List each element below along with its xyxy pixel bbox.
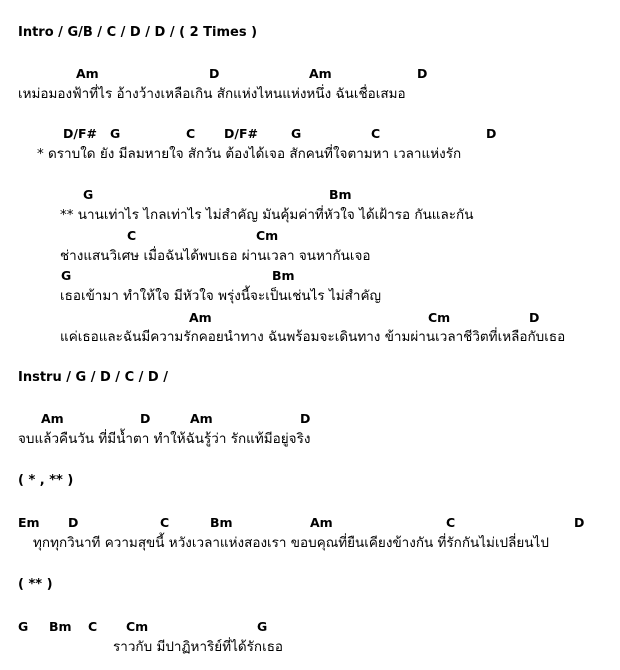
instru-line: Instru / G / D / C / D / — [18, 370, 168, 385]
chord: Am — [41, 411, 64, 426]
chord: D — [486, 126, 497, 141]
lyric-line: ราวกับ มีปาฏิหาริย์ที่ได้รักเธอ — [113, 639, 284, 655]
chord: Cm — [126, 619, 149, 634]
chord: Em — [18, 515, 40, 530]
chord: D — [529, 310, 540, 325]
chord: Bm — [272, 268, 295, 283]
chord: D — [300, 411, 311, 426]
chord: Cm — [256, 228, 279, 243]
lyric-line: ช่างแสนวิเศษ เมื่อฉันได้พบเธอ ผ่านเวลา จนหากันเจอ — [60, 248, 371, 264]
chord: C — [446, 515, 456, 530]
chord: G — [257, 619, 268, 634]
lyric-line: ทุกทุกวินาที ความสุขนี้ หวังเวลาแห่งสองเรา ขอบคุณที่ยืนเคียงข้างกัน ที่รักกันไม่เปลี่ยนไป — [33, 535, 549, 551]
lyric-line: ** นานเท่าไร ไกลเท่าไร ไม่สำคัญ มันคุ้มค่าที่หัวใจ ได้เฝ้ารอ กันและกัน — [60, 207, 474, 223]
lyric-line: เหม่อมองฟ้าที่ไร อ้างว้างเหลือเกิน สักแห่งไหนแห่งหนึ่ง ฉันเชื่อเสมอ — [18, 86, 406, 102]
chord: Am — [309, 66, 332, 81]
chord: C — [186, 126, 196, 141]
intro-line: Intro / G/B / C / D / D / ( 2 Times ) — [18, 25, 258, 40]
chord: Cm — [428, 310, 451, 325]
chord: G — [61, 268, 72, 283]
chord: G — [291, 126, 302, 141]
chord: G — [18, 619, 29, 634]
chord: D — [68, 515, 79, 530]
chord: Am — [76, 66, 99, 81]
chord: C — [88, 619, 98, 634]
chord: Am — [190, 411, 213, 426]
chord: Am — [189, 310, 212, 325]
chord: D — [417, 66, 428, 81]
chord: C — [160, 515, 170, 530]
repeat-marker: ( ** ) — [18, 577, 53, 592]
lyric-line: จบแล้วคืนวัน ที่มีน้ำตา ทำให้ฉันรู้ว่า รักแท้มีอยู่จริง — [18, 431, 311, 447]
repeat-marker: ( * , ** ) — [18, 473, 74, 488]
chord: D — [140, 411, 151, 426]
chord: D/F# — [63, 126, 97, 141]
chord: C — [371, 126, 381, 141]
chord: Bm — [210, 515, 233, 530]
chord: Am — [310, 515, 333, 530]
chord: D — [574, 515, 585, 530]
lyric-line: เธอเข้ามา ทำให้ใจ มีหัวใจ พรุ่งนี้จะเป็นเช่นไร ไม่สำคัญ — [60, 288, 382, 304]
chord: D — [209, 66, 220, 81]
lyric-line: * ดราบใด ยัง มีลมหายใจ สักวัน ต้องได้เจอ สักคนที่ใจตามหา เวลาแห่งรัก — [37, 146, 462, 162]
chord: D/F# — [224, 126, 258, 141]
chord: Bm — [49, 619, 72, 634]
chord: G — [110, 126, 121, 141]
chord: Bm — [329, 187, 352, 202]
chord: G — [83, 187, 94, 202]
chord: C — [127, 228, 137, 243]
lyric-line: แค่เธอและฉันมีความรักคอยนำทาง ฉันพร้อมจะเดินทาง ข้ามผ่านเวลาชีวิตที่เหลือกับเธอ — [60, 329, 566, 345]
